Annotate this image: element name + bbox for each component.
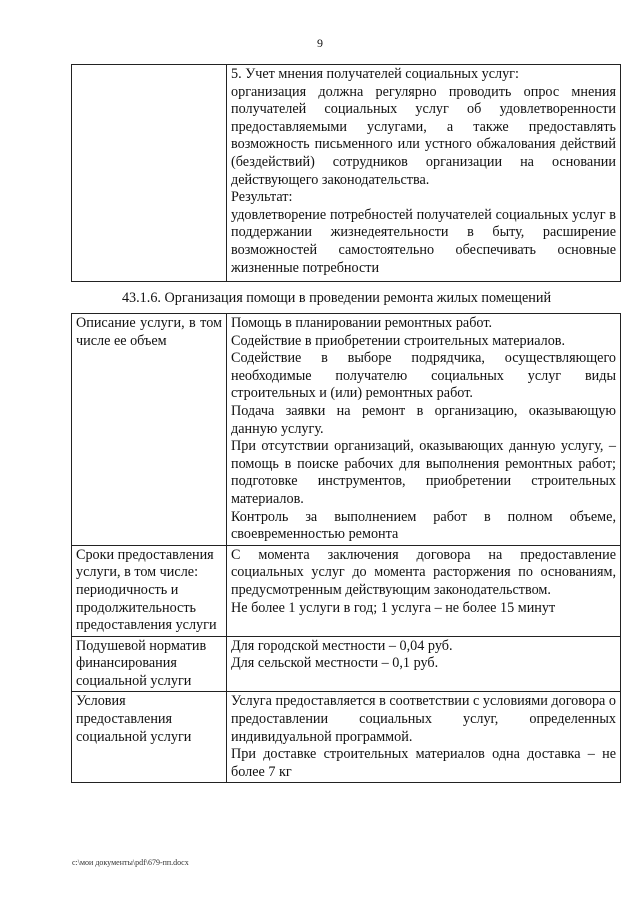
continuation-table [71,64,621,282]
table-row [72,692,621,783]
paragraph: Услуга предоставляется в соответствии с условиями договора о предоставлении социальных услуг, определенных индивидуальной программой. [231,693,616,745]
paragraph: При отсутствии организаций, оказывающих данную услугу, – помощь в поиске рабочих для выполнения ремонтных работ; подготовке инструментов, приобретении строительных материалов. [231,438,616,507]
service-table [71,313,621,783]
paragraph: 5. Учет мнения получателей социальных услуг: [231,66,519,82]
paragraph: организация должна регулярно проводить опрос мнения получателей социальных услуг об удовлетворенности предоставляемыми услугами, а также предоставлять возможность письменного или устного обжалования действий (бездействий) сотрудников организации на основании действующего законодательства. [231,83,616,188]
row-label: Сроки предоставления услуги, в том числе: периодичность и продолжительность предоставления услуги [72,545,227,636]
row-content [227,692,621,783]
paragraph: удовлетворение потребностей получателей социальных услуг в поддержании жизнедеятельности в быту, расширение возможностей самостоятельно обеспечивать основные жизненные потребности [231,206,616,276]
paragraph: Результат: [231,189,293,206]
table-row [72,545,621,636]
paragraph: Содействие в выборе подрядчика, осуществляющего необходимые получателю социальных услуг виды строительных и (или) ремонтных работ. [231,350,616,402]
row-label: Условия предоставления социальной услуги [72,692,227,783]
row-content [227,545,621,636]
paragraph: При доставке строительных материалов одна доставка – не более 7 кг [231,746,616,780]
paragraph: Для городской местности – 0,04 руб. [231,637,453,654]
footer-file-path: c:\мои документы\pdf\679-пп.docx [72,858,189,867]
page-number: 9 [317,36,323,50]
row-label: Описание услуги, в том числе ее объем [72,314,227,546]
section-heading: 43.1.6. Организация помощи в проведении ремонта жилых помещений [121,290,552,306]
paragraph: Помощь в планировании ремонтных работ. [231,315,493,331]
row-content [227,314,621,546]
paragraph: Подача заявки на ремонт в организацию, оказывающую данную услугу. [231,402,616,437]
row-content [227,636,621,692]
paragraph: С момента заключения договора на предоставление социальных услуг до момента расторжения по основаниям, предусмотренным действующим законодательством. [231,546,616,598]
paragraph: Для сельской местности – 0,1 руб. [231,655,439,672]
table-row [72,65,621,282]
paragraph: Не более 1 услуги в год; 1 услуга – не более 15 минут [231,599,556,616]
paragraph: Содействие в приобретении строительных материалов. [231,332,566,349]
paragraph: Контроль за выполнением работ в полном объеме, своевременностью ремонта [231,508,616,543]
right-cell [227,65,621,282]
table-row [72,636,621,692]
row-label: Подушевой норматив финансирования социальной услуги [72,636,227,692]
left-cell-empty [72,65,227,282]
table-row [72,314,621,546]
